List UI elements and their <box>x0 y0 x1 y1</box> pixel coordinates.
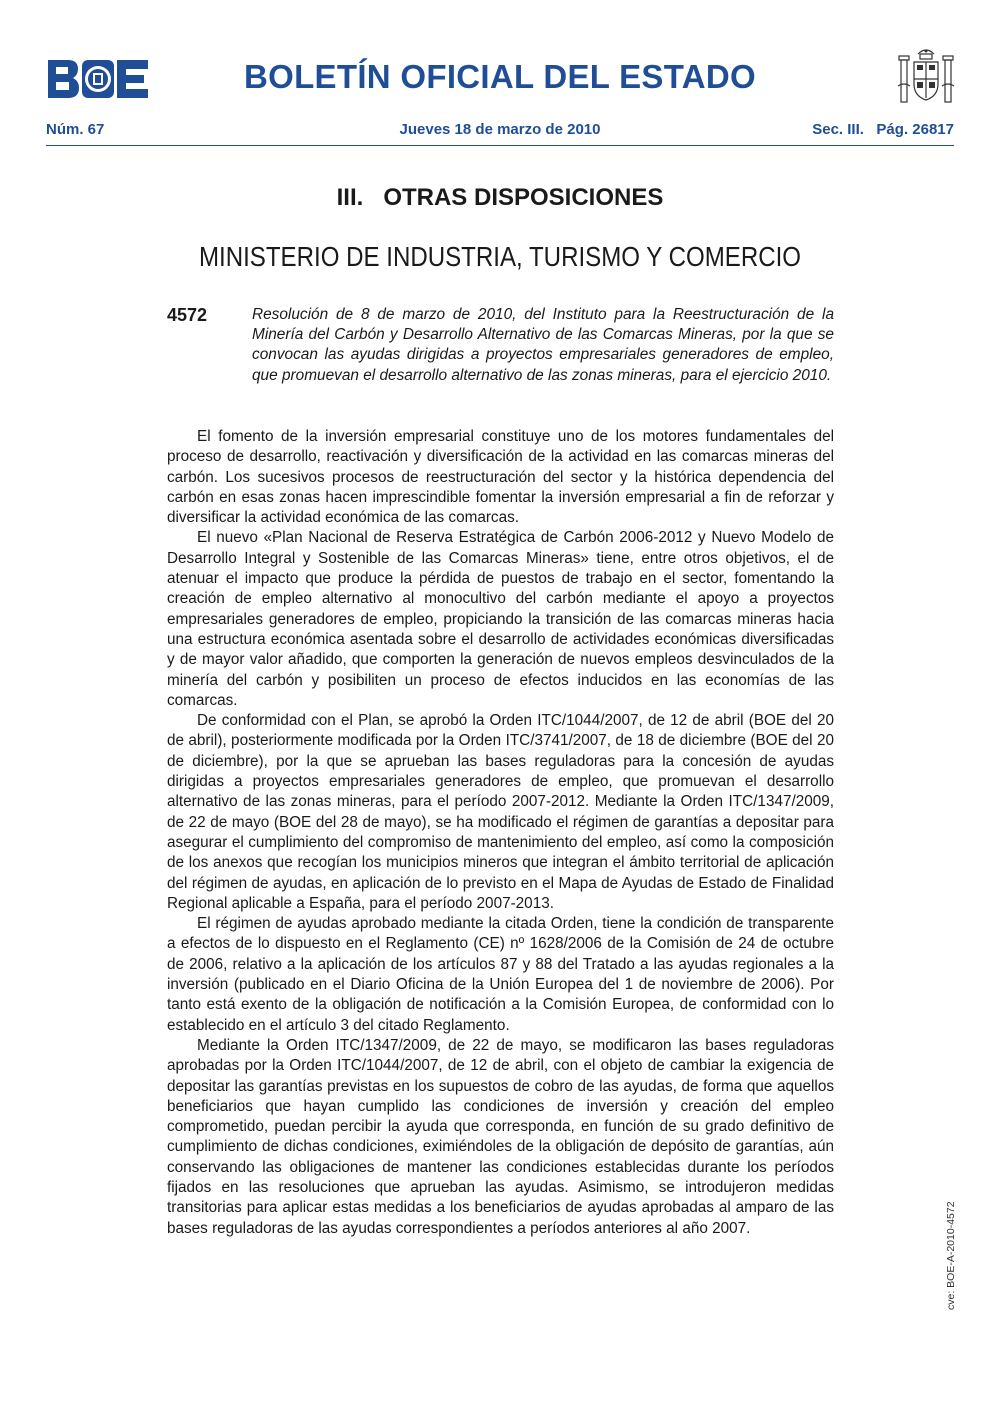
issue-number: Núm. 67 <box>46 121 105 138</box>
body-paragraph: El régimen de ayudas aprobado mediante la citada Orden, tiene la condición de transparente a efectos de lo dispuesto en el Reglamento (CE) nº 1628/2006 de la Comisión de 24 de octubre de 2006, relativo a la aplicación de los artículos 87 y 88 del Tratado a las ayudas regionales a la inversión (publicado en el Diario Oficina de la Unión Europea del 1 de noviembre de 2006). Por tanto está exento de la obligación de notificación a la Comisión Europea, de conformidad con lo establecido en el artículo 3 del citado Reglamento. <box>167 915 834 1034</box>
body-paragraph: Mediante la Orden ITC/1347/2009, de 22 de mayo, se modificaron las bases reguladoras aprobadas por la Orden ITC/1044/2007, de 12 de abril, con el objeto de cambiar la exigencia de depositar las garantías previstas en los supuestos de cobro de las ayudas, de forma que aquellos beneficiarios que hayan cumplido las condiciones de inversión y creación del empleo comprometido, puedan percibir la ayuda que corresponda, en función de su grado definitivo de cumplimiento de dichas condiciones, eximiéndoles de la obligación de depósito de garantías, aún conservando las obligaciones de mantener las condiciones establecidas durante los períodos fijados en las resoluciones que aprueban las ayudas. Asimismo, se introdujeron medidas transitorias para aplicar estas medidas a los beneficiarios de ayudas aprobadas al amparo de las bases reguladoras de las ayudas correspondientes a períodos anteriores al año 2007. <box>167 1036 834 1237</box>
body-paragraph: El nuevo «Plan Nacional de Reserva Estratégica de Carbón 2006-2012 y Nuevo Modelo de Desarrollo Integral y Sostenible de las Comarcas Mineras» tiene, entre otros objetivos, el de atenuar el impacto que produce la pérdida de puestos de trabajo en el sector, fomentando la creación de empleo alternativo al monocultivo del carbón mediante el apoyo a proyectos empresariales generadores de empleo, propiciando la transición de las comarcas mineras hacia una estructura económica asentada sobre el desarrollo de actividades económicas diversificadas y de mayor valor añadido, que comporten la generación de nuevos empleos desvinculados de la minería del carbón y posibiliten un proceso de efectos inducidos en las economías de las comarcas. <box>167 529 834 709</box>
ministry-heading: MINISTERIO DE INDUSTRIA, TURISMO Y COMERCIO <box>198 241 802 272</box>
document-body <box>167 427 834 1239</box>
resolution-summary: Resolución de 8 de marzo de 2010, del Instituto para la Reestructuración de la Minería del Carbón y Desarrollo Alternativo de las Comarcas Mineras, por la que se convocan las ayudas dirigidas a proyectos empresariales generadores de empleo, que promuevan el desarrollo alternativo de las zonas mineras, para el ejercicio 2010. <box>252 306 834 384</box>
section-heading: III. OTRAS DISPOSICIONES <box>336 184 664 211</box>
body-paragraph: De conformidad con el Plan, se aprobó la Orden ITC/1044/2007, de 12 de abril (BOE del 20 de abril), posteriormente modificada por la Orden ITC/3741/2007, de 18 de diciembre (BOE del 20 de diciembre), por la que se aprueban las bases reguladoras para la concesión de ayudas dirigidas a proyectos empresariales generadores de empleo, que promuevan el desarrollo alternativo de las zonas mineras, para el período 2007-2012. Mediante la Orden ITC/1347/2009, de 22 de mayo (BOE del 28 de mayo), se ha modificado el régimen de garantías a depositar para asegurar el cumplimiento del compromiso de mantenimiento del empleo, así como la composición de los anexos que recogían los municipios mineros que integran el ámbito territorial de aplicación del régimen de ayudas, en aplicación de lo previsto en el Mapa de Ayudas de Estado de Finalidad Regional aplicable a España, para el período 2007-2013. <box>167 712 834 912</box>
gazette-title: BOLETÍN OFICIAL DEL ESTADO <box>244 58 756 95</box>
boe-logo-icon <box>46 58 150 100</box>
cve-identifier: cve: BOE-A-2010-4572 <box>945 1201 957 1310</box>
section-page: Sec. III. Pág. 26817 <box>812 121 954 138</box>
issue-date: Jueves 18 de marzo de 2010 <box>399 121 601 138</box>
body-paragraph: El fomento de la inversión empresarial constituye uno de los motores fundamentales del proceso de desarrollo, reactivación y diversificación de la actividad en las comarcas mineras del carbón. Los sucesivos procesos de reestructuración del sector y la histórica dependencia del carbón en esas zonas hacen imprescindible fomentar la inversión empresarial a fin de reforzar y diversificar la actividad económica de las comarcas. <box>167 428 834 527</box>
coat-of-arms-icon <box>896 46 956 108</box>
resolution-number: 4572 <box>167 305 208 325</box>
header-divider <box>46 145 954 146</box>
issue-meta <box>46 121 954 143</box>
